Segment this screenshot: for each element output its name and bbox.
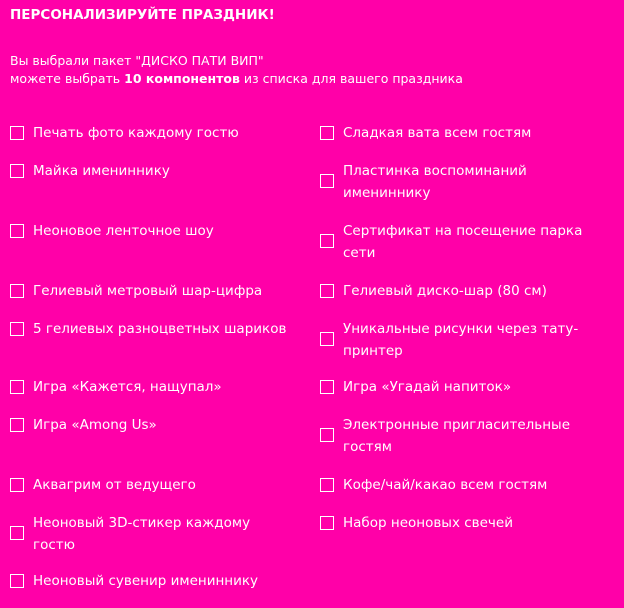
option-item[interactable] [320,122,620,160]
option-checkbox[interactable] [10,126,24,140]
option-item[interactable] [320,318,620,376]
option-label: Сертификат на посещение парка сети [343,223,583,261]
option-checkbox[interactable] [320,516,334,530]
intro-suffix: из списка для вашего праздника [239,71,463,86]
option-item[interactable] [320,474,620,512]
intro-line-2 [10,70,463,88]
option-item[interactable] [10,318,320,376]
option-item[interactable] [320,160,620,220]
option-item[interactable] [10,414,320,474]
package-intro [10,52,463,88]
option-label: Кофе/чай/какао всем гостям [343,477,548,493]
option-checkbox[interactable] [320,380,334,394]
option-checkbox[interactable] [10,418,24,432]
options-grid [10,122,620,608]
option-label: 5 гелиевых разноцветных шариков [33,321,287,337]
option-checkbox[interactable] [320,174,334,188]
option-item[interactable] [10,512,320,570]
option-item[interactable] [10,160,320,220]
option-checkbox[interactable] [320,478,334,492]
option-item[interactable] [320,280,620,318]
intro-count: 10 компонентов [124,71,240,86]
option-item[interactable] [10,280,320,318]
option-label: Уникальные рисунки через тату-принтер [343,321,579,359]
option-checkbox[interactable] [320,284,334,298]
option-checkbox[interactable] [10,478,24,492]
empty-cell [320,570,620,608]
option-item[interactable] [320,414,620,474]
option-label: Игра «Угадай напиток» [343,379,512,395]
option-checkbox[interactable] [10,380,24,394]
option-checkbox[interactable] [320,234,334,248]
option-item[interactable] [10,122,320,160]
option-label: Игра «Кажется, нащупал» [33,379,222,395]
option-item[interactable] [10,570,320,608]
option-checkbox[interactable] [320,126,334,140]
option-label: Гелиевый диско-шар (80 см) [343,283,547,299]
option-label: Неоновый сувенир имениннику [33,573,259,589]
option-item[interactable] [320,512,620,570]
option-checkbox[interactable] [10,574,24,588]
option-label: Неоновый 3D-стикер каждому гостю [33,515,251,553]
option-checkbox[interactable] [10,164,24,178]
option-checkbox[interactable] [10,526,24,540]
intro-prefix: можете выбрать [10,71,125,86]
option-label: Майка имениннику [33,163,170,179]
option-checkbox[interactable] [10,284,24,298]
page-title: ПЕРСОНАЛИЗИРУЙТЕ ПРАЗДНИК! [10,7,275,23]
option-checkbox[interactable] [10,224,24,238]
option-item[interactable] [320,376,620,414]
option-item[interactable] [320,220,620,280]
option-checkbox[interactable] [10,322,24,336]
option-checkbox[interactable] [320,428,334,442]
option-label: Гелиевый метровый шар-цифра [33,283,263,299]
option-label: Печать фото каждому гостю [33,125,239,141]
option-label: Сладкая вата всем гостям [343,125,532,141]
option-item[interactable] [10,376,320,414]
option-label: Игра «Among Us» [33,417,157,433]
option-item[interactable] [10,220,320,280]
option-label: Аквагрим от ведущего [33,477,196,493]
option-item[interactable] [10,474,320,512]
option-label: Электронные пригласительные гостям [343,417,571,455]
option-label: Неоновое ленточное шоу [33,223,214,239]
intro-line-1: Вы выбрали пакет "ДИСКО ПАТИ ВИП" [10,53,264,68]
option-checkbox[interactable] [320,332,334,346]
option-label: Пластинка воспоминаний имениннику [343,163,527,201]
option-label: Набор неоновых свечей [343,515,513,531]
